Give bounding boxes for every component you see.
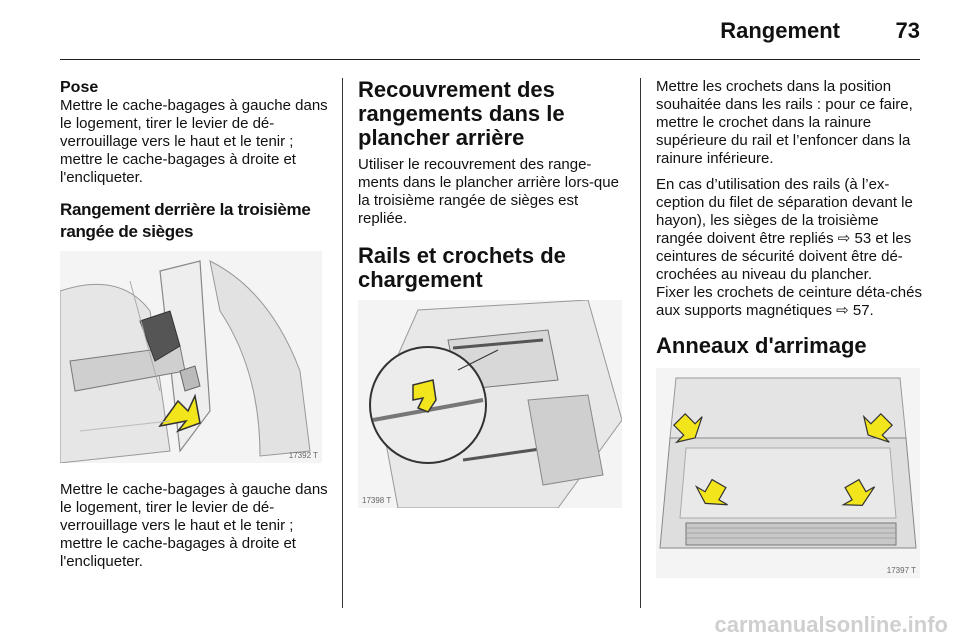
figure-code: 17392 T — [288, 451, 318, 460]
figure-rails-hooks — [358, 300, 622, 508]
pose-heading: Pose — [60, 79, 99, 96]
pose-text: Mettre le cache-bagages à gauche dans le logement, tirer le levier de dé-verrouillage vers le haut et le tenir ; mettre le cache-bagages à droite et l'encliqueter. — [60, 97, 328, 186]
header-rule — [60, 59, 920, 60]
figure-storage-behind-seats — [60, 251, 322, 463]
bottom-text: Mettre le cache-bagages à gauche dans le logement, tirer le levier de dé-verrouillage vers le haut et le tenir ; mettre le cache-bagages à droite et l'encliqueter. — [60, 481, 328, 570]
figure-code: 17398 T — [362, 496, 392, 505]
lashing-eyes-heading: Anneaux d'arrimage — [656, 333, 867, 358]
rails-hooks-heading: Rails et crochets de chargement — [358, 243, 566, 292]
page-number: 73 — [895, 18, 920, 43]
hooks-instructions: Mettre les crochets dans la position souhaitée dans les rails : pour ce faire, mettre le crochet dans la rainure supérieure du rail et l’enfoncer dans la rainure inférieure. — [656, 78, 913, 167]
column-1 — [60, 78, 328, 571]
figure-code: 17397 T — [886, 566, 916, 575]
storage-illustration — [60, 251, 322, 463]
section-heading: Rangement derrière la troisième rangée de sièges — [60, 200, 311, 241]
column-3 — [656, 78, 922, 578]
column-divider-1 — [342, 78, 343, 608]
figure-lashing-eyes — [656, 368, 920, 578]
watermark: carmanualsonline.info — [714, 612, 948, 637]
column-divider-2 — [640, 78, 641, 608]
rails-usage-text: En cas d’utilisation des rails (à l’ex-ception du filet de séparation devant le hayon), les sièges de la troisième rangée doivent être repliés ⇨ 53 et les ceintures de sécurité doivent être dé-crochées au niveau du plancher. — [656, 176, 913, 283]
rails-illustration — [358, 300, 622, 508]
floor-storage-cover-heading: Recouvrement des rangements dans le plancher arrière — [358, 77, 565, 150]
lashing-eyes-illustration — [656, 368, 920, 578]
column-2 — [358, 78, 626, 508]
belt-hooks-text: Fixer les crochets de ceinture déta-chés aux supports magnétiques ⇨ 57. — [656, 284, 922, 319]
page-header-title: Rangement — [720, 18, 840, 43]
floor-storage-cover-text: Utiliser le recouvrement des range-ments dans le plancher arrière lors-que la troisième rangée de sièges est repliée. — [358, 156, 619, 227]
